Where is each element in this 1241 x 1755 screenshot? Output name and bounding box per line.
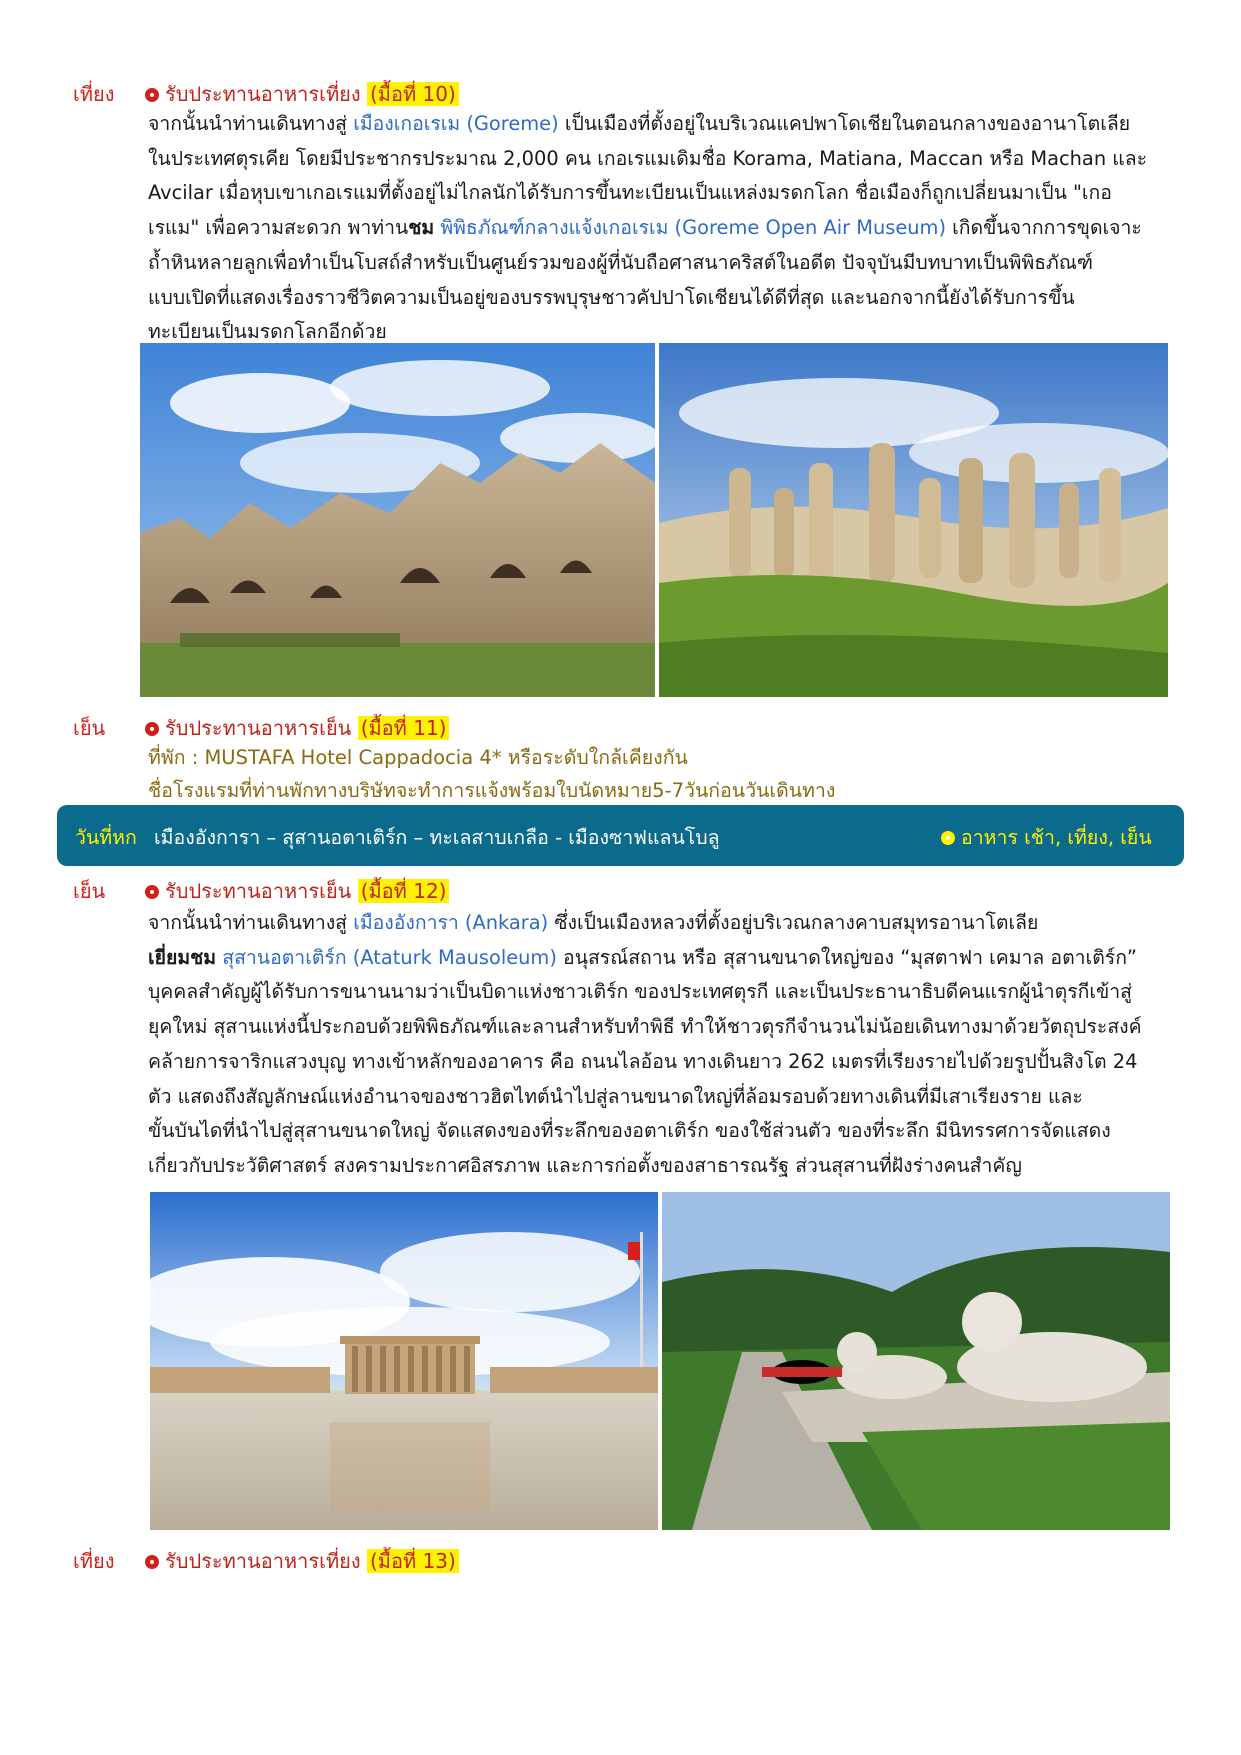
text-line: บุคคลสำคัญผู้ได้รับการขนานนามว่าเป็นบิดาแห่งชาวเติร์ก ของประเทศตุรกี และเป็นประธานาธิบดีคนแรกผู้นำตุรกีเข้าสู่	[148, 980, 1132, 1004]
hotel-line: ที่พัก : MUSTAFA Hotel Cappadocia 4* หรือระดับใกล้เคียงกัน	[148, 746, 688, 769]
goreme-link-text: เมืองเกอเรเม (Goreme)	[353, 112, 559, 135]
meal-time-label: เที่ยง	[73, 82, 115, 106]
text-run: เรแม" เพื่อความสะดวก พาท่าน	[148, 216, 409, 240]
text-line: ถ้ำหินหลายลูกเพื่อทำเป็นโบสถ์สำหรับเป็นศูนย์รวมของผู้ที่นับถือศาสนาคริสต์ในอดีต ปัจจุบันมีบทบาทเป็นพิพิธภัณฑ์	[148, 250, 1093, 274]
day-route: เมืองอังการา – สุสานอตาเติร์ก – ทะเลสาบเกลือ - เมืองซาฟแลนโบลู	[154, 826, 720, 849]
fairy-chimneys-photo	[659, 343, 1168, 697]
text-run: อนุสรณ์สถาน หรือ สุสานขนาดใหญ่ของ “มุสตาฟา เคมาล อตาเติร์ก”	[556, 945, 1137, 969]
goreme-cave-photo	[140, 343, 655, 697]
text-run: จากนั้นนำท่านเดินทางสู่	[148, 911, 354, 934]
text-line: คล้ายการจาริกแสวงบุญ ทางเข้าหลักของอาคาร คือ ถนนไลอ้อน ทางเดินยาว 262 เมตรที่เรียงรายไปด้วยรูปปั้นสิงโต 24	[148, 1049, 1138, 1073]
meal-line	[145, 712, 449, 744]
day-label: วันที่หก	[75, 826, 137, 849]
plate-icon	[145, 885, 159, 899]
goreme-description	[148, 107, 1166, 350]
meal-text: รับประทานอาหารเที่ยง	[165, 82, 361, 106]
meal-number-badge: (มื้อที่ 13)	[367, 1549, 459, 1573]
text-line: ยุคใหม่ สุสานแห่งนี้ประกอบด้วยพิพิธภัณฑ์และลานสำหรับทำพิธี ทำให้ชาวตุรกีจำนวนไม่น้อยเดินทางมาด้วยวัตถุประสงค์	[148, 1015, 1142, 1039]
bold-text: เยี่ยมชม	[148, 945, 217, 969]
text-line: ตัว แสดงถึงสัญลักษณ์แห่งอำนาจของชาวฮิตไทต์นำไปสู่ลานขนาดใหญ่ที่ล้อมรอบด้วยทางเดินที่มีเสาเรียงราย และ	[148, 1084, 1083, 1108]
hotel-note: ชื่อโรงแรมที่ท่านพักทางบริษัทจะทำการแจ้งพร้อมใบนัดหมาย5-7วันก่อนวันเดินทาง	[148, 779, 836, 802]
bold-text: ชม	[408, 216, 435, 240]
meal-line	[145, 875, 449, 907]
meal-text: รับประทานอาหารเย็น	[165, 879, 352, 903]
meal-number-badge: (มื้อที่ 12)	[358, 879, 450, 903]
meal-number-badge: (มื้อที่ 11)	[358, 716, 450, 740]
mausoleum-link-text: สุสานอตาเติร์ก (Ataturk Mausoleum)	[222, 945, 557, 969]
text-line: ขั้นบันไดที่นำไปสู่สุสานขนาดใหญ่ จัดแสดงของที่ระลึกของอตาเติร์ก ของใช้ส่วนตัว ของที่ระลึก มีนิทรรศการจัดแสดง	[148, 1119, 1111, 1143]
mausoleum-photo	[150, 1192, 658, 1530]
text-line: Avcilar เมื่อหุบเขาเกอเรแมที่ตั้งอยู่ไม่ไกลนักได้รับการขึ้นทะเบียนเป็นแหล่งมรดกโลก ชื่อเมืองก็ถูกเปลี่ยนมาเป็น "เกอ	[148, 181, 1112, 205]
lion-road-photo	[662, 1192, 1170, 1530]
meal-time-label: เย็น	[73, 716, 106, 740]
meal-text: รับประทานอาหารเย็น	[165, 716, 352, 740]
text-line: ทะเบียนเป็นมรดกโลกอีกด้วย	[148, 320, 387, 344]
plate-icon	[145, 1555, 159, 1569]
ankara-link-text: เมืองอังการา (Ankara)	[353, 911, 549, 934]
ankara-description	[148, 906, 1166, 1184]
meal-time-label: เย็น	[73, 879, 106, 903]
meal-text: รับประทานอาหารเที่ยง	[165, 1549, 361, 1573]
plate-icon	[941, 831, 955, 845]
plate-icon	[145, 722, 159, 736]
text-run: จากนั้นนำท่านเดินทางสู่	[148, 112, 354, 135]
day-meals-text: อาหาร เช้า, เที่ยง, เย็น	[961, 826, 1152, 849]
meal-line	[145, 1545, 459, 1577]
text-line: เกี่ยวกับประวัติศาสตร์ สงครามประกาศอิสรภาพ และการก่อตั้งของสาธารณรัฐ ส่วนสุสานที่ฝังร่างคนสำคัญ	[148, 1153, 1022, 1177]
day-meals	[941, 822, 1152, 853]
meal-time-label: เที่ยง	[73, 1549, 115, 1573]
text-run: ซึ่งเป็นเมืองหลวงที่ตั้งอยู่บริเวณกลางคาบสมุทรอานาโตเลีย	[548, 911, 1039, 934]
museum-link-text: พิพิธภัณฑ์กลางแจ้งเกอเรเม (Goreme Open Air Museum)	[440, 216, 947, 240]
meal-number-badge: (มื้อที่ 10)	[367, 82, 459, 106]
text-run: เกิดขึ้นจากการขุดเจาะ	[946, 216, 1142, 240]
plate-icon	[145, 88, 159, 102]
text-line: ในประเทศตุรเคีย โดยมีประชากรประมาณ 2,000 คน เกอเรแมเดิมชื่อ Korama, Matiana, Maccan หรือ Machan และ	[148, 146, 1148, 170]
meal-line	[145, 78, 459, 110]
text-line: แบบเปิดที่แสดงเรื่องราวชีวิตความเป็นอยู่ของบรรพบุรุษชาวคัปปาโดเชียนได้ดีที่สุด และนอกจากนี้ยังได้รับการขึ้น	[148, 285, 1075, 309]
text-run: เป็นเมืองที่ตั้งอยู่ในบริเวณแคปพาโดเชียในตอนกลางของอานาโตเลีย	[558, 112, 1131, 135]
day-banner	[57, 805, 1184, 866]
